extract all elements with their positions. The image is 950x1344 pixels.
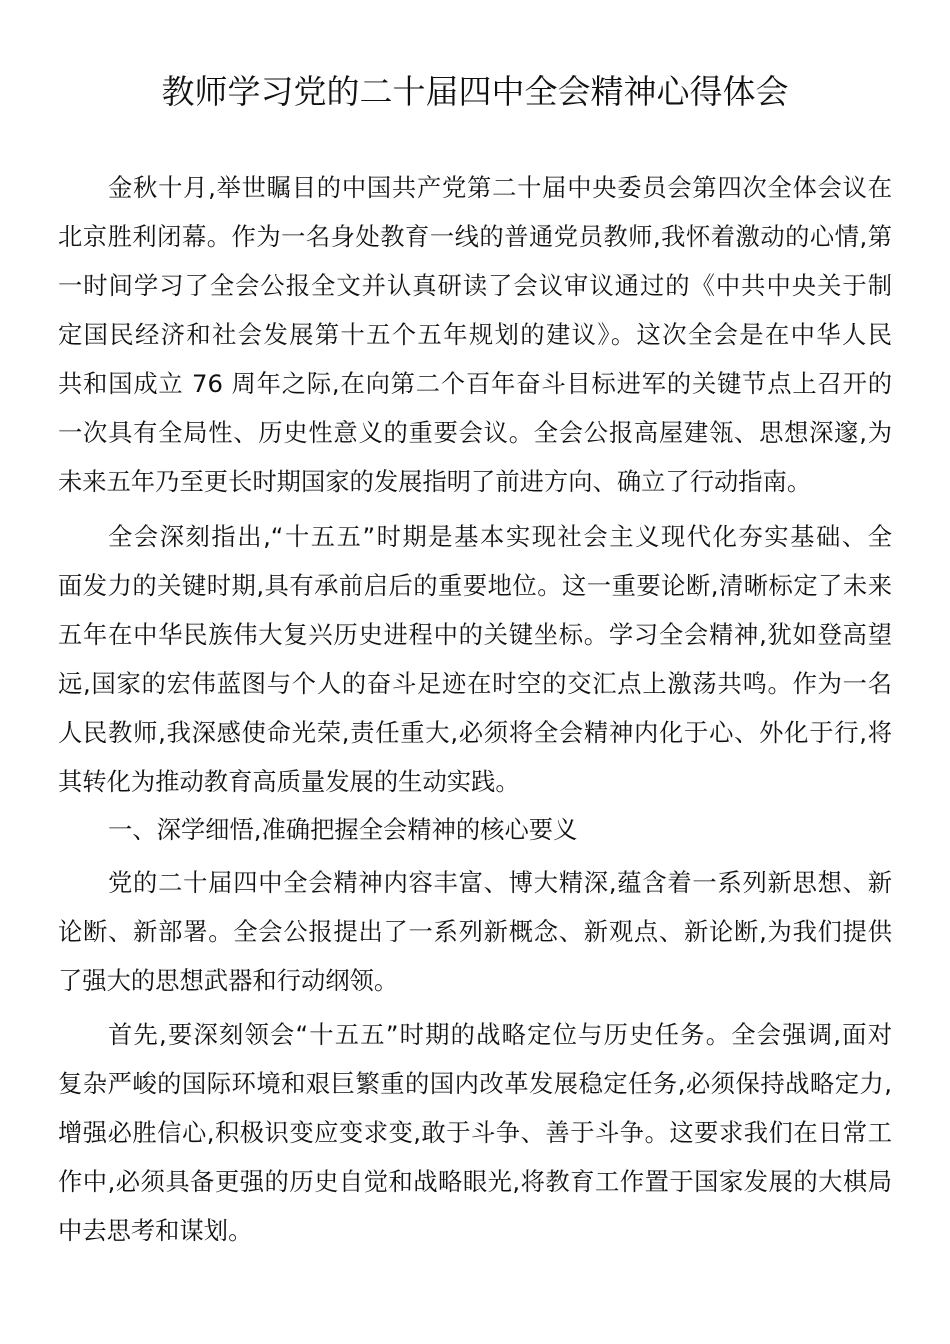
paragraph-1-line-7: 未来五年乃至更长时期国家的发展指明了前进方向、确立了行动指南。 [58, 467, 812, 496]
paragraph-3-line-1: 党的二十届四中全会精神内容丰富、博大精深,蕴含着一系列新思想、新 [108, 868, 892, 897]
paragraph-4-line-5: 中去思考和谋划。 [58, 1216, 253, 1245]
paragraph-3-line-2: 论断、新部署。全会公报提出了一系列新概念、新观点、新论断,为我们提供 [58, 917, 892, 946]
paragraph-4-line-3: 增强必胜信心,积极识变应变求变,敢于斗争、善于斗争。这要求我们在日常工 [58, 1118, 892, 1147]
paragraph-2-line-4: 远,国家的宏伟蓝图与个人的奋斗足迹在时空的交汇点上激荡共鸣。作为一名 [58, 669, 892, 698]
paragraph-2-line-6: 其转化为推动教育高质量发展的生动实践。 [58, 767, 520, 796]
paragraph-1-line-3: 一时间学习了全会公报全文并认真研读了会议审议通过的《中共中央关于制 [58, 271, 892, 300]
paragraph-1-line-2: 北京胜利闭幕。作为一名身处教育一线的普通党员教师,我怀着激动的心情,第 [58, 222, 892, 251]
paragraph-2-line-5: 人民教师,我深感使命光荣,责任重大,必须将全会精神内化于心、外化于行,将 [58, 718, 892, 747]
paragraph-1-line-1: 金秋十月,举世瞩目的中国共产党第二十届中央委员会第四次全体会议在 [108, 173, 892, 202]
paragraph-1-line-4: 定国民经济和社会发展第十五个五年规划的建议》。这次全会是在中华人民 [58, 320, 892, 349]
paragraph-3-line-3: 了强大的思想武器和行动纲领。 [58, 966, 399, 995]
document-title: 教师学习党的二十届四中全会精神心得体会 [161, 72, 789, 111]
paragraph-1-line-5: 共和国成立 76 周年之际,在向第二个百年奋斗目标进军的关键节点上召开的 [58, 369, 892, 398]
section-heading-1: 一、深学细悟,准确把握全会精神的核心要义 [108, 815, 578, 844]
paragraph-1-line-6: 一次具有全局性、历史性意义的重要会议。全会公报高屋建瓴、思想深邃,为 [58, 418, 892, 447]
paragraph-4-line-1: 首先,要深刻领会“十五五”时期的战略定位与历史任务。全会强调,面对 [108, 1020, 892, 1049]
paragraph-2-line-1: 全会深刻指出,“十五五”时期是基本实现社会主义现代化夯实基础、全 [108, 522, 892, 551]
paragraph-2-line-2: 面发力的关键时期,具有承前启后的重要地位。这一重要论断,清晰标定了未来 [58, 571, 892, 600]
paragraph-4-line-2: 复杂严峻的国际环境和艰巨繁重的国内改革发展稳定任务,必须保持战略定力, [58, 1069, 892, 1098]
paragraph-2-line-3: 五年在中华民族伟大复兴历史进程中的关键坐标。学习全会精神,犹如登高望 [58, 620, 892, 649]
paragraph-4-line-4: 作中,必须具备更强的历史自觉和战略眼光,将教育工作置于国家发展的大棋局 [58, 1167, 892, 1196]
